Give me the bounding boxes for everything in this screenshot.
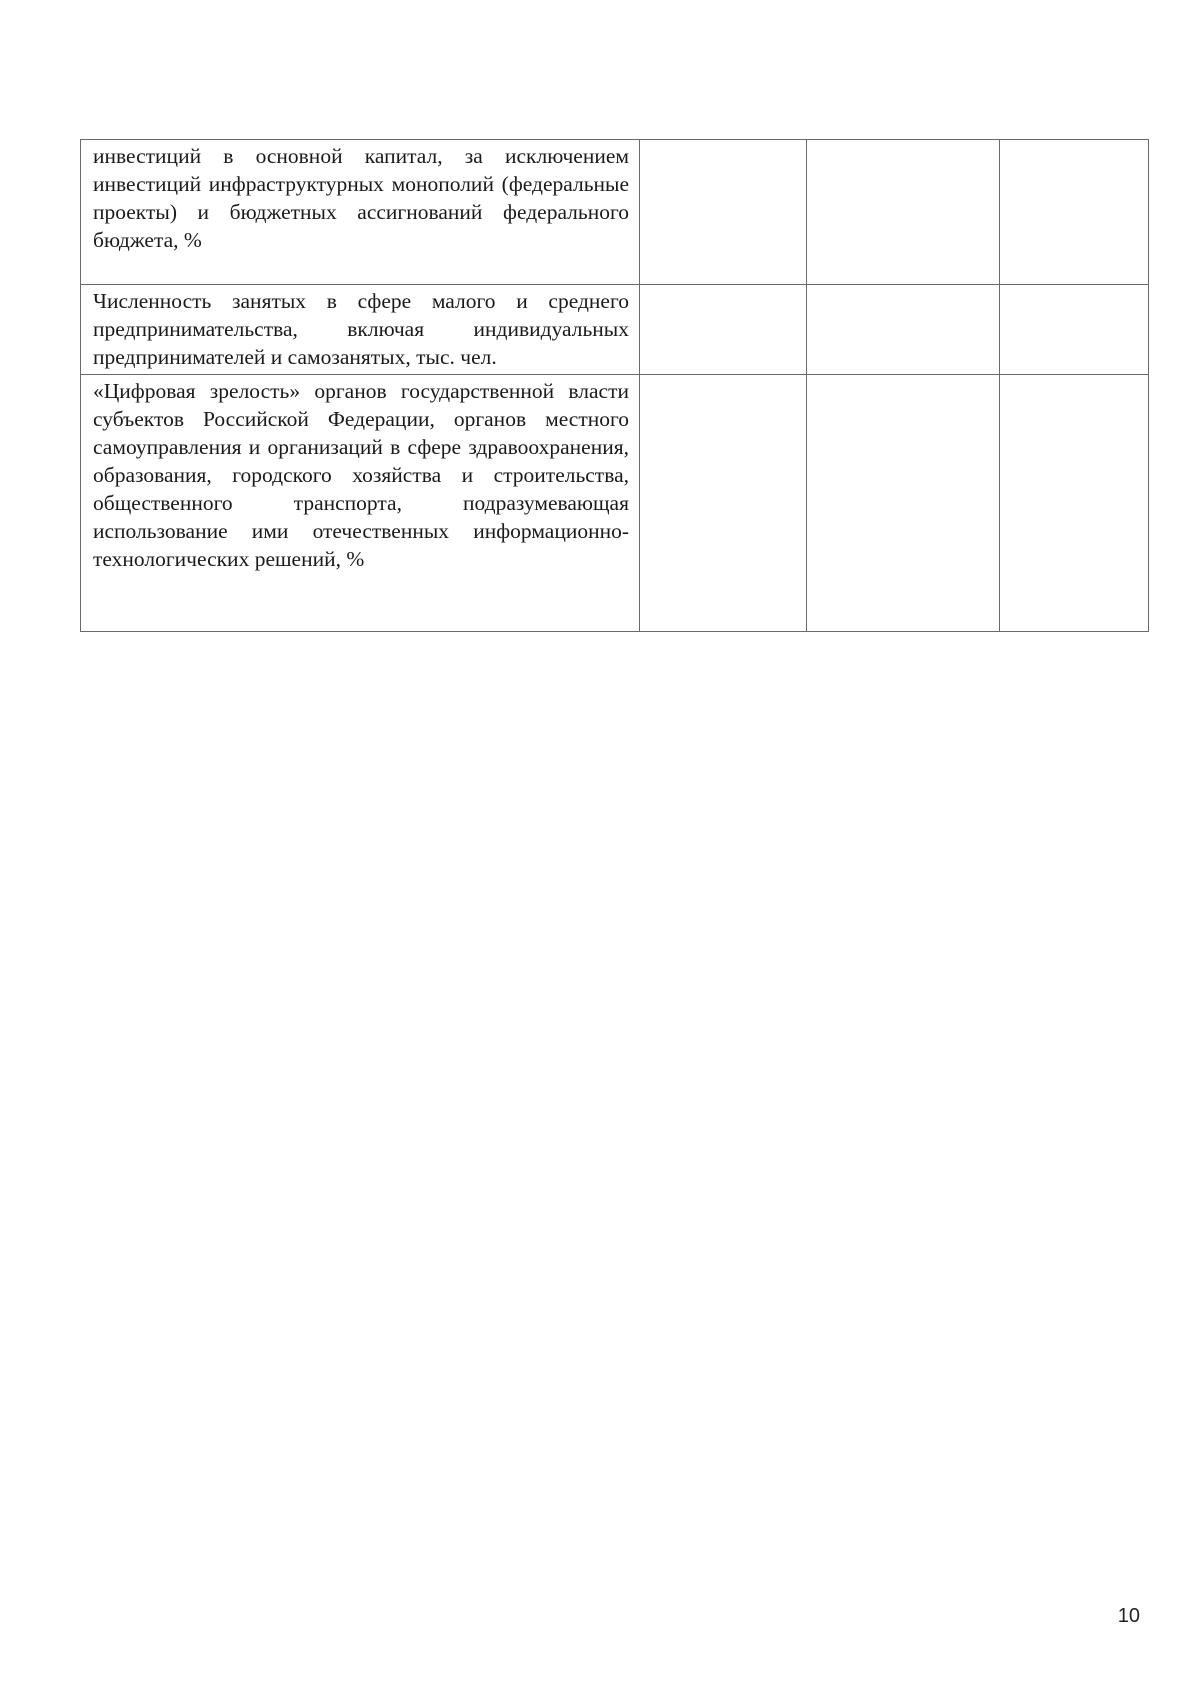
indicators-table [80, 139, 1149, 632]
indicator-name-cell: Численность занятых в сфере малого и среднего предпринимательства, включая индивидуальных предпринимателей и самозанятых, тыс. чел. [81, 285, 640, 375]
value-cell-2 [807, 140, 1000, 285]
indicator-name-cell: инвестиций в основной капитал, за исключением инвестиций инфраструктурных монополий (федеральные проекты) и бюджетных ассигнований федерального бюджета, % [81, 140, 640, 285]
value-cell-2 [807, 285, 1000, 375]
table-row [81, 285, 1149, 375]
indicator-name-cell: «Цифровая зрелость» органов государственной власти субъектов Российской Федерации, органов местного самоуправления и организаций в сфере здравоохранения, образования, городского хозяйства и строительства, общественного транспорта, подразумевающая использование ими отечественных информационно-технологических решений, % [81, 375, 640, 632]
value-cell-3 [1000, 375, 1149, 632]
value-cell-1 [640, 285, 807, 375]
value-cell-3 [1000, 285, 1149, 375]
value-cell-1 [640, 140, 807, 285]
table-row [81, 375, 1149, 632]
value-cell-3 [1000, 140, 1149, 285]
page-number: 10 [1117, 1605, 1140, 1627]
value-cell-1 [640, 375, 807, 632]
table-row [81, 140, 1149, 285]
value-cell-2 [807, 375, 1000, 632]
